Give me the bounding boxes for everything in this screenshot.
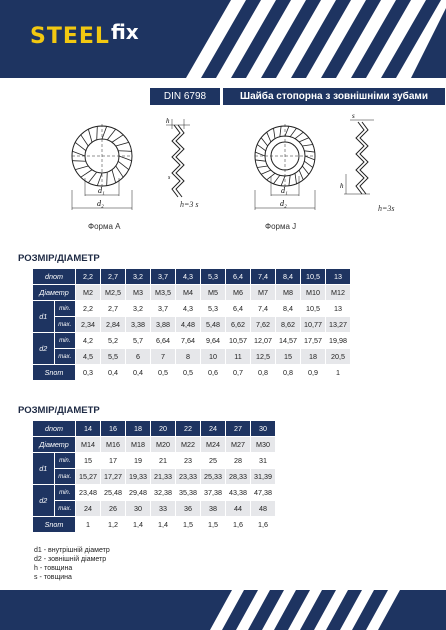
form-j-label: Форма J: [265, 222, 297, 231]
t2-d2min-cell: 32,38: [151, 485, 175, 500]
legend-item: h - товщина: [34, 565, 73, 572]
t1-d2min-cell: 19,98: [326, 333, 350, 348]
t1-d2min-cell: 9,64: [201, 333, 225, 348]
drawing-form-j-front: [245, 118, 335, 218]
section-title-1: РОЗМІР/ДІАМЕТР: [18, 253, 100, 264]
washer-tooth: [81, 170, 92, 177]
t2-snom-label: Snom: [33, 517, 75, 532]
t2-snom-cell: 1,5: [201, 517, 225, 532]
t1-snom-cell: 0,5: [176, 365, 200, 380]
t1-dnom-cell: 5,3: [201, 269, 225, 284]
label-d1-a: d₁: [98, 186, 105, 195]
washer-tooth: [302, 166, 308, 174]
t2-d2min-cell: 35,38: [176, 485, 200, 500]
t1-d2min-cell: 5,2: [101, 333, 125, 348]
t2-d1min-cell: 23: [176, 453, 200, 468]
t2-d1max-cell: 21,33: [151, 469, 175, 484]
t1-dnom-cell: 2,2: [76, 269, 100, 284]
t2-snom-cell: 1,4: [151, 517, 175, 532]
t1-snom-cell: 0,6: [201, 365, 225, 380]
t1-dnom-cell: 4,3: [176, 269, 200, 284]
footer-band: [0, 590, 446, 630]
header-stripes-decoration: [146, 0, 446, 78]
t1-d1max-cell: 10,77: [301, 317, 325, 332]
t1-d2max-cell: 11: [226, 349, 250, 364]
t1-diam-cell: M10: [301, 285, 325, 300]
t1-d1max-cell: 6,62: [226, 317, 250, 332]
t2-diam-cell: M27: [226, 437, 250, 452]
t2-d1min-cell: 17: [101, 453, 125, 468]
brand-fix: fix: [110, 20, 139, 44]
t2-snom-cell: 1,5: [176, 517, 200, 532]
t1-d2max-cell: 12,5: [251, 349, 275, 364]
t1-d2min-cell: 14,57: [276, 333, 300, 348]
t2-diam-cell: M16: [101, 437, 125, 452]
washer-tooth: [257, 145, 265, 151]
legend-item: d2 - зовнішній діаметр: [34, 556, 107, 563]
t1-diam-cell: M5: [201, 285, 225, 300]
label-h-a: h: [166, 117, 170, 125]
t2-d1min-cell: 31: [251, 453, 275, 468]
t1-snom-cell: 0,4: [126, 365, 150, 380]
t2-dnom-cell: 16: [101, 421, 125, 436]
title-row: [150, 88, 445, 105]
t2-diam-cell: M18: [126, 437, 150, 452]
t1-snom-cell: 0,9: [301, 365, 325, 380]
washer-tooth: [267, 132, 271, 142]
t1-d1-min-label: min.: [55, 301, 76, 316]
t2-dnom-cell: 18: [126, 421, 150, 436]
t1-d2max-cell: 18: [301, 349, 325, 364]
t1-d1-label: d1: [33, 301, 54, 332]
t1-dnom-cell: 2,7: [101, 269, 125, 284]
t1-d1min-cell: 2,7: [101, 301, 125, 316]
washer-tooth: [116, 142, 129, 146]
t1-diam-cell: M2: [76, 285, 100, 300]
washer-tooth: [112, 135, 123, 142]
t1-d1-max-label: max.: [55, 317, 76, 332]
din-badge: DIN 6798: [150, 88, 220, 105]
drawing-form-j-side: [340, 112, 400, 212]
washer-tooth: [295, 132, 303, 138]
t2-d2max-cell: 44: [226, 501, 250, 516]
t1-d2min-cell: 4,2: [76, 333, 100, 348]
t1-snom-cell: 0,5: [151, 365, 175, 380]
label-h-j: h: [340, 182, 344, 190]
washer-tooth: [75, 166, 88, 170]
t1-dnom-cell: 8,4: [276, 269, 300, 284]
t1-d2min-cell: 12,07: [251, 333, 275, 348]
t1-d1max-cell: 4,48: [176, 317, 200, 332]
t1-diam-cell: M3: [126, 285, 150, 300]
t1-snom-cell: 1: [326, 365, 350, 380]
washer-tooth: [299, 138, 309, 142]
t1-dnom-cell: 10,5: [301, 269, 325, 284]
t2-d1min-cell: 25: [201, 453, 225, 468]
t2-d1min-cell: 28: [226, 453, 250, 468]
t1-diam-cell: M3,5: [151, 285, 175, 300]
t2-d1max-cell: 17,27: [101, 469, 125, 484]
t1-snom-cell: 0,4: [101, 365, 125, 380]
t2-d2min-cell: 29,48: [126, 485, 150, 500]
t1-d1min-cell: 10,5: [301, 301, 325, 316]
t2-d2min-cell: 25,48: [101, 485, 125, 500]
t1-d2max-cell: 7: [151, 349, 175, 364]
t1-d2max-cell: 4,5: [76, 349, 100, 364]
t2-d2max-cell: 36: [176, 501, 200, 516]
t1-d2-max-label: max.: [55, 349, 76, 364]
t2-d2-min-label: min.: [55, 485, 76, 500]
t1-d1min-cell: 6,4: [226, 301, 250, 316]
t1-d1max-cell: 8,62: [276, 317, 300, 332]
t1-d1max-cell: 2,84: [101, 317, 125, 332]
t1-d1min-cell: 5,3: [201, 301, 225, 316]
t1-d1max-cell: 7,62: [251, 317, 275, 332]
t2-d2max-cell: 33: [151, 501, 175, 516]
header-band: [0, 0, 446, 78]
washer-tooth: [81, 135, 88, 146]
t2-d2min-cell: 37,38: [201, 485, 225, 500]
washer-tooth: [112, 170, 116, 183]
washer-tooth: [72, 161, 85, 162]
size-table-2: [32, 420, 276, 533]
washer-tooth: [305, 156, 315, 160]
t1-diam-label: Діаметр: [33, 285, 75, 300]
t1-d2min-cell: 17,57: [301, 333, 325, 348]
t1-d1max-cell: 5,48: [201, 317, 225, 332]
t1-d2min-cell: 5,7: [126, 333, 150, 348]
washer-tooth: [285, 126, 289, 136]
t2-d1max-cell: 31,39: [251, 469, 275, 484]
label-d2-j: d₂: [280, 199, 287, 208]
t1-d2max-cell: 20,5: [326, 349, 350, 364]
t1-d2max-cell: 8: [176, 349, 200, 364]
washer-tooth: [97, 173, 102, 186]
t1-snom-label: Snom: [33, 365, 75, 380]
t2-d1max-cell: 23,33: [176, 469, 200, 484]
t2-d2min-cell: 43,38: [226, 485, 250, 500]
t2-d2max-cell: 24: [76, 501, 100, 516]
t2-d1min-cell: 15: [76, 453, 100, 468]
t1-d2min-cell: 10,57: [226, 333, 250, 348]
drawing-form-a-front: [60, 118, 150, 218]
t2-snom-cell: 1,6: [251, 517, 275, 532]
washer-tooth: [274, 175, 280, 183]
t1-d1max-cell: 2,34: [76, 317, 100, 332]
washer-tooth: [75, 142, 86, 150]
t1-d1min-cell: 3,2: [126, 301, 150, 316]
footer-stripes-decoration: [0, 590, 446, 630]
t2-diam-label: Діаметр: [33, 437, 75, 452]
t2-dnom-cell: 27: [226, 421, 250, 436]
t1-d1max-cell: 3,38: [126, 317, 150, 332]
t2-d2min-cell: 23,48: [76, 485, 100, 500]
label-d1-j: d₁: [281, 186, 288, 195]
t2-d2min-cell: 47,38: [251, 485, 275, 500]
h-eq-a-label: h=3 s: [180, 200, 199, 209]
t1-dnom-cell: 7,4: [251, 269, 275, 284]
t1-d1min-cell: 13: [326, 301, 350, 316]
t2-diam-cell: M14: [76, 437, 100, 452]
brand-logo: [30, 20, 139, 49]
t1-d2max-cell: 15: [276, 349, 300, 364]
t2-d2-label: d2: [33, 485, 54, 516]
h-eq-j-label: h=3s: [378, 204, 395, 213]
label-s-j: s: [352, 112, 355, 120]
legend-item: d1 - внутрішній діаметр: [34, 547, 110, 554]
t2-d1-min-label: min.: [55, 453, 76, 468]
t1-snom-cell: 0,8: [251, 365, 275, 380]
t1-d1min-cell: 7,4: [251, 301, 275, 316]
section-title-2: РОЗМІР/ДІАМЕТР: [18, 405, 100, 416]
t1-dnom-cell: 13: [326, 269, 350, 284]
washer-tooth: [88, 129, 92, 142]
legend: [34, 546, 110, 582]
product-title: Шайба стопорна з зовнішніми зубами: [223, 88, 445, 105]
t2-dnom-cell: 22: [176, 421, 200, 436]
t2-dnom-cell: 30: [251, 421, 275, 436]
t1-d2min-cell: 7,64: [176, 333, 200, 348]
t1-d2min-cell: 6,64: [151, 333, 175, 348]
t2-dnom-cell: 20: [151, 421, 175, 436]
t2-d1max-cell: 19,33: [126, 469, 150, 484]
washer-tooth: [72, 151, 85, 156]
form-a-label: Форма А: [88, 222, 121, 231]
t2-diam-cell: M24: [201, 437, 225, 452]
washer-tooth: [255, 160, 265, 161]
brand-steel: STEEL: [30, 24, 110, 49]
washer-tooth: [281, 176, 285, 186]
t1-d2-label: d2: [33, 333, 54, 364]
t2-d1-label: d1: [33, 453, 54, 484]
t2-dnom-cell: 24: [201, 421, 225, 436]
t2-d1max-cell: 28,33: [226, 469, 250, 484]
washer-tooth: [299, 170, 303, 180]
washer-tooth: [102, 126, 107, 139]
t2-d1-max-label: max.: [55, 469, 76, 484]
washer-tooth: [302, 145, 312, 146]
label-d2-a: d₂: [97, 199, 104, 208]
washer-tooth: [88, 172, 96, 183]
t1-diam-cell: M8: [276, 285, 300, 300]
t1-d1max-cell: 3,88: [151, 317, 175, 332]
washer-tooth: [97, 126, 98, 139]
t1-snom-cell: 0,8: [276, 365, 300, 380]
legend-item: s - товщина: [34, 574, 72, 581]
t2-diam-cell: M30: [251, 437, 275, 452]
t1-d1min-cell: 8,4: [276, 301, 300, 316]
t2-d1min-cell: 19: [126, 453, 150, 468]
t2-d2max-cell: 30: [126, 501, 150, 516]
washer-tooth: [290, 128, 296, 136]
washer-tooth: [289, 175, 290, 185]
washer-tooth: [304, 151, 314, 152]
t1-d2max-cell: 10: [201, 349, 225, 364]
t1-d2max-cell: 5,5: [101, 349, 125, 364]
washer-tooth: [261, 138, 267, 146]
t2-d2max-cell: 48: [251, 501, 275, 516]
washer-tooth: [119, 156, 132, 161]
t2-dnom-label: dnom: [33, 421, 75, 436]
t2-dnom-cell: 14: [76, 421, 100, 436]
t2-snom-cell: 1,2: [101, 517, 125, 532]
t1-d2-min-label: min.: [55, 333, 76, 348]
washer-tooth: [116, 166, 123, 177]
t2-d1max-cell: 15,27: [76, 469, 100, 484]
t1-dnom-cell: 3,2: [126, 269, 150, 284]
t1-diam-cell: M12: [326, 285, 350, 300]
t1-snom-cell: 0,7: [226, 365, 250, 380]
t1-d1min-cell: 4,3: [176, 301, 200, 316]
drawing-form-a-side: [160, 115, 215, 210]
t2-d2max-cell: 26: [101, 501, 125, 516]
t2-diam-cell: M22: [176, 437, 200, 452]
t1-d1min-cell: 2,2: [76, 301, 100, 316]
washer-tooth: [304, 161, 312, 167]
washer-tooth: [255, 152, 265, 156]
t1-dnom-cell: 3,7: [151, 269, 175, 284]
washer-tooth: [118, 161, 129, 169]
washer-tooth: [257, 166, 267, 167]
t2-d2-max-label: max.: [55, 501, 76, 516]
t2-snom-cell: 1,4: [126, 517, 150, 532]
t1-d1min-cell: 3,7: [151, 301, 175, 316]
t1-dnom-label: dnom: [33, 269, 75, 284]
washer-tooth: [107, 172, 108, 185]
t2-snom-cell: 1: [76, 517, 100, 532]
t1-diam-cell: M7: [251, 285, 275, 300]
t1-diam-cell: M2,5: [101, 285, 125, 300]
t2-d1max-cell: 25,33: [201, 469, 225, 484]
washer-tooth: [118, 151, 131, 152]
t2-d2max-cell: 38: [201, 501, 225, 516]
washer-tooth: [274, 128, 275, 138]
t2-snom-cell: 1,6: [226, 517, 250, 532]
t2-d1min-cell: 21: [151, 453, 175, 468]
washer-tooth: [107, 129, 115, 140]
t2-diam-cell: M20: [151, 437, 175, 452]
t1-dnom-cell: 6,4: [226, 269, 250, 284]
t1-d2max-cell: 6: [126, 349, 150, 364]
t1-snom-cell: 0,3: [76, 365, 100, 380]
t1-diam-cell: M6: [226, 285, 250, 300]
t1-d1max-cell: 13,27: [326, 317, 350, 332]
washer-tooth: [295, 173, 296, 183]
size-table-1: [32, 268, 351, 381]
washer-tooth: [280, 126, 281, 136]
washer-tooth: [261, 170, 271, 174]
t1-diam-cell: M4: [176, 285, 200, 300]
label-s-a: s: [168, 175, 171, 181]
